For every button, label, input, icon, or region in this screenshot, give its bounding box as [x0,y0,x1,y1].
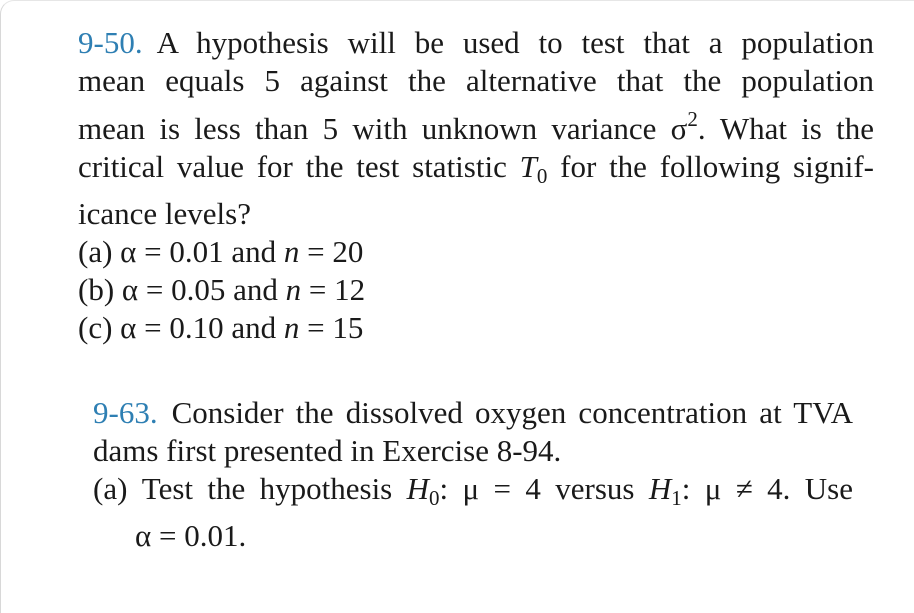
subscript: 0 [429,486,440,510]
part-label: (b) [78,272,115,307]
exercise-9-50 [78,24,874,347]
text: : μ = 4 versus [439,471,649,506]
subscript: 1 [671,486,682,510]
superscript: 2 [687,107,698,131]
part-label: (a) [93,471,128,506]
part-c [78,309,874,347]
part-a-line-2: α = 0.01. [135,518,247,553]
exercise-9-50-line-1 [78,24,874,62]
part-label: (a) [78,234,113,269]
variable: T [519,149,537,184]
variable: n [285,272,302,307]
text: for the following signif- [547,149,874,184]
text: A hypothesis will be used to test that a population [156,25,874,60]
exercise-9-50-line-2: mean equals 5 against the alternative that the population [78,63,874,98]
part-text: α = 0.01 and [120,234,284,269]
part-text: α = 0.10 and [120,310,284,345]
text: . What is the [697,111,874,146]
variable: n [283,310,300,345]
text: : μ ≠ 4. Use [681,471,853,506]
part-text: α = 0.05 and [121,272,286,307]
variable: H [406,471,430,506]
exercise-9-63-line-2: dams first presented in Exercise 8-94. [93,433,562,468]
text: critical value for the test statistic [78,149,520,184]
part-text: = 12 [301,272,366,307]
part-b [78,271,874,309]
text: Consider the dissolved oxygen concentration at TVA [171,395,853,430]
exercise-number: 9-50. [78,25,143,60]
text: Test the hypothesis [141,471,407,506]
part-a [78,233,874,271]
part-label: (c) [78,310,113,345]
subscript: 0 [536,164,548,188]
text: mean is less than 5 with unknown variance σ [78,111,688,146]
variable: n [283,234,300,269]
part-text: = 15 [299,310,364,345]
exercise-9-50-line-5: icance levels? [78,196,251,231]
variable: H [648,471,672,506]
exercise-number: 9-63. [93,395,158,430]
part-list [78,233,874,347]
exercise-9-50-line-3 [78,100,874,148]
part-text: = 20 [299,234,364,269]
exercise-9-50-line-4 [78,148,874,195]
exercise-9-63 [93,394,853,555]
part-a [93,470,853,517]
exercise-9-63-line-1 [93,394,853,432]
